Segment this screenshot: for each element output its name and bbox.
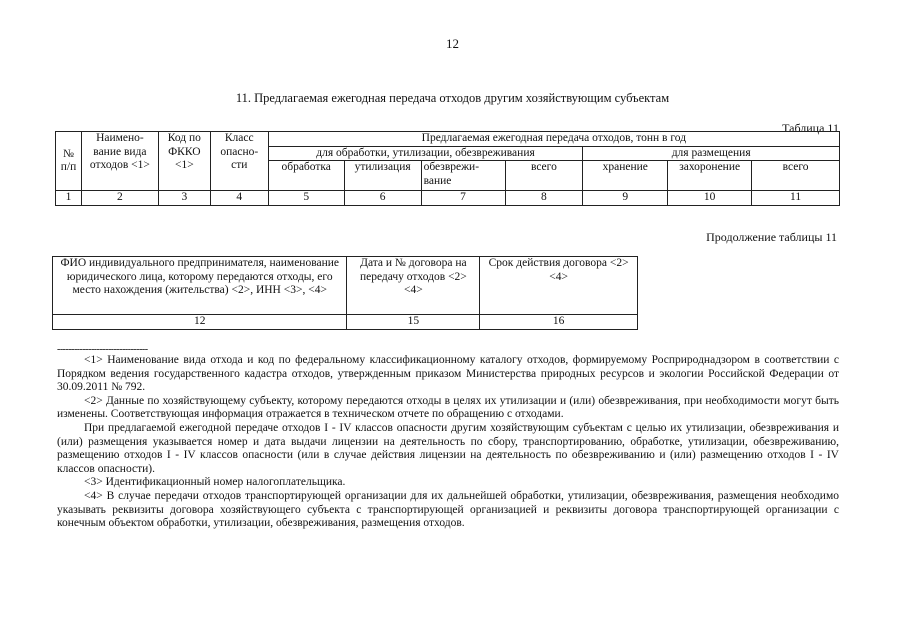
col-number: 6: [344, 191, 421, 206]
continuation-label: Продолжение таблицы 11: [706, 230, 837, 244]
col-header-no: № п/п: [56, 132, 82, 191]
col-number: 8: [505, 191, 583, 206]
subheader-placement: для размещения: [583, 146, 840, 161]
table-label: Таблица 11: [782, 121, 839, 135]
col-header-waste-name: Наимено-вание вида отходов <1>: [81, 132, 158, 191]
col-number: 3: [158, 191, 210, 206]
col-number: 10: [668, 191, 752, 206]
footnote-1: <1> Наименование вида отхода и код по федеральному классификационному каталогу отходов, формируемому Росприроднадзором в соответствии с Порядком ведения государственного кадастра отходов, утвержденным приказом Министерства природных ресурсов и экологии Российской Федерации от 30.09.2011 № 792.: [57, 354, 839, 394]
col-placement-total: всего: [752, 161, 840, 191]
footnote-2: <2> Данные по хозяйствующему субъекту, которому передаются отходы в целях их утилизации и (или) обезвреживания, при необходимости могут быть изменены. Соответствующая информация отражается в техническом отчете по обращению с отходами.: [57, 394, 839, 421]
transfer-table: [55, 131, 840, 206]
footnote-2-continued: При предлагаемой ежегодной передаче отходов I - IV классов опасности другим хозяйствующим субъектам с целью их утилизации, обезвреживания и (или) размещения указывается номер и дата выдачи лицензии на деятельность по сбору, транспортированию, обработке, утилизации, обезвреживанию, размещению отходов I - IV классов опасности (или в случае действия лицензии на деятельность по обезвреживанию и (или) размещению отходов I - IV классов опасности).: [57, 421, 839, 475]
col-header-contract: Дата и № договора на передачу отходов <2> <4>: [347, 257, 480, 315]
col-number: 16: [480, 315, 638, 330]
col-utilization: утилизация: [344, 161, 421, 191]
col-processing: обработка: [268, 161, 344, 191]
col-neutralization: обезврежи-вание: [421, 161, 505, 191]
continuation-table: [52, 256, 638, 330]
col-number: 12: [53, 315, 347, 330]
col-storage: хранение: [583, 161, 668, 191]
col-number: 4: [210, 191, 268, 206]
col-header-fkko: Код по ФККО <1>: [158, 132, 210, 191]
col-processing-total: всего: [505, 161, 583, 191]
col-header-class: Класс опасно-сти: [210, 132, 268, 191]
col-header-term: Срок действия договора <2> <4>: [480, 257, 638, 315]
subheader-processing: для обработки, утилизации, обезвреживания: [268, 146, 583, 161]
footnotes: [57, 354, 839, 531]
col-number: 15: [347, 315, 480, 330]
section-title: 11. Предлагаемая ежегодная передача отходов другим хозяйствующим субъектам: [235, 91, 670, 105]
col-number: 11: [752, 191, 840, 206]
footnote-divider: --------------------------------: [57, 344, 148, 355]
col-number: 5: [268, 191, 344, 206]
col-header-recipient: ФИО индивидуального предпринимателя, наименование юридического лица, которому передаются отходы, его место нахождения (жительства) <2>, ИНН <3>, <4>: [53, 257, 347, 315]
footnote-4: <4> В случае передачи отходов транспортирующей организации для их дальнейшей обработки, утилизации, обезвреживания, размещения необходимо указывать реквизиты договора хозяйствующего субъекта с транспортирующей организацией и реквизиты договора транспортирующей организации с конечным объектом обработки, утилизации, обезвреживания, размещения отходов.: [57, 489, 839, 530]
footnote-3: <3> Идентификационный номер налогоплательщика.: [84, 476, 346, 489]
col-number: 1: [56, 191, 82, 206]
group-header: Предлагаемая ежегодная передача отходов, тонн в год: [268, 132, 839, 147]
col-number: 2: [81, 191, 158, 206]
col-number: 7: [421, 191, 505, 206]
col-number: 9: [583, 191, 668, 206]
page-number: 12: [446, 36, 459, 51]
col-burial: захоронение: [668, 161, 752, 191]
